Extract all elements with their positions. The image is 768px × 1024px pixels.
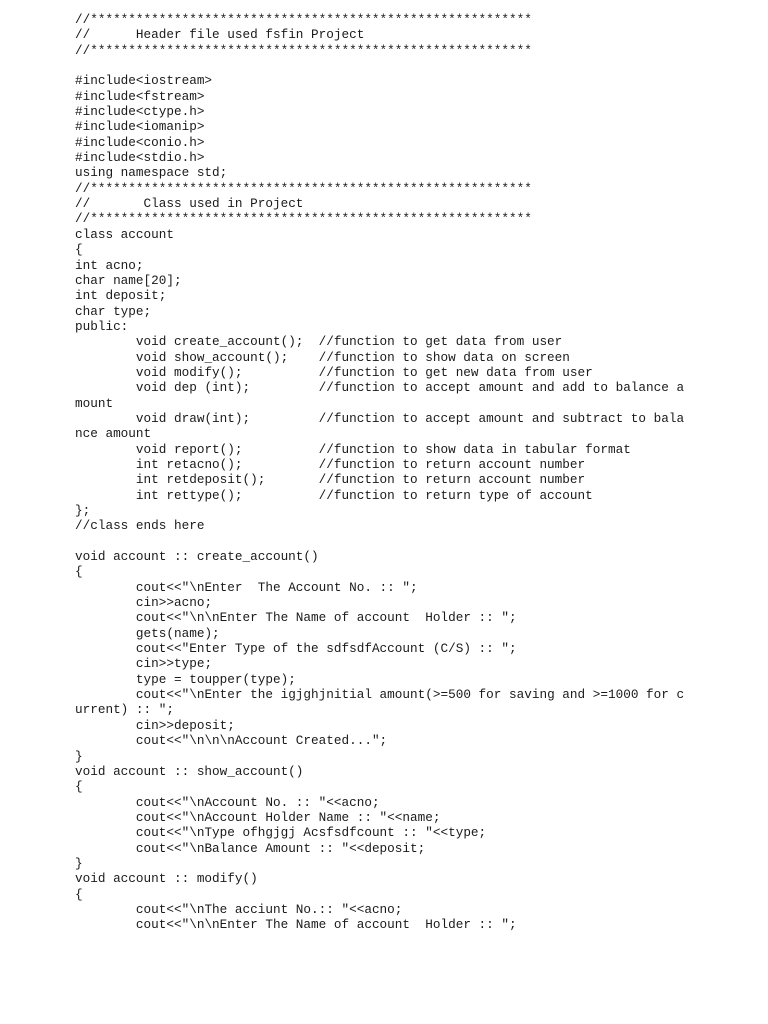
code-line: cout<<"\n\nEnter The Name of account Holder :: "; [75, 610, 517, 626]
code-line: void modify(); //function to get new data from user [75, 364, 593, 380]
source-code-listing [75, 12, 755, 933]
code-line: cout<<"\nEnter the igjghjnitial amount(>=500 for saving and >=1000 for c [75, 687, 685, 703]
code-line: } [75, 748, 83, 764]
code-line: { [75, 564, 83, 580]
code-line: int retacno(); //function to return account number [75, 456, 586, 472]
code-line: void create_account(); //function to get data from user [75, 334, 563, 350]
code-line: cout<<"\nBalance Amount :: "<<deposit; [75, 840, 426, 856]
code-line: cin>>type; [75, 656, 213, 672]
code-line: gets(name); [75, 625, 220, 641]
code-line: cout<<"Enter Type of the sdfsdfAccount (C/S) :: "; [75, 641, 517, 657]
code-line: { [75, 886, 83, 902]
code-line [75, 534, 755, 549]
code-line: void report(); //function to show data in tabular format [75, 441, 631, 457]
code-line: void draw(int); //function to accept amount and subtract to bala [75, 410, 685, 426]
code-line: #include<conio.h> [75, 134, 205, 150]
code-line: void account :: show_account() [75, 763, 304, 779]
code-line: urrent) :: "; [75, 702, 174, 718]
code-line: cout<<"\nAccount No. :: "<<acno; [75, 794, 380, 810]
code-line: cin>>deposit; [75, 717, 235, 733]
code-line: //class ends here [75, 518, 205, 534]
code-line: class account [75, 226, 174, 242]
code-line: void account :: create_account() [75, 549, 319, 565]
code-line: #include<stdio.h> [75, 150, 205, 166]
code-line: cout<<"\nType ofhgjgj Acsfsdfcount :: "<<type; [75, 825, 487, 841]
code-line: #include<fstream> [75, 88, 205, 104]
code-line: #include<iostream> [75, 73, 213, 89]
code-line: char name[20]; [75, 272, 182, 288]
code-line: int retdeposit(); //function to return account number [75, 472, 586, 488]
code-line: cout<<"\n\nEnter The Name of account Holder :: "; [75, 917, 517, 933]
code-line: cout<<"\nAccount Holder Name :: "<<name; [75, 809, 441, 825]
code-line: mount [75, 395, 114, 411]
code-line: int rettype(); //function to return type of account [75, 487, 593, 503]
code-line: nce amount [75, 426, 152, 442]
code-line: cout<<"\n\n\nAccount Created..."; [75, 733, 388, 749]
code-line [75, 58, 755, 73]
code-line: // Class used in Project [75, 196, 304, 212]
code-line: { [75, 242, 83, 258]
code-line: //********************************************************** [75, 42, 532, 58]
code-line: } [75, 855, 83, 871]
code-line: cin>>acno; [75, 595, 213, 611]
code-line: public: [75, 318, 129, 334]
code-line: cout<<"\nThe acciunt No.:: "<<acno; [75, 901, 403, 917]
code-line: #include<iomanip> [75, 119, 205, 135]
code-line: { [75, 779, 83, 795]
code-line: //********************************************************** [75, 180, 532, 196]
code-line: #include<ctype.h> [75, 104, 205, 120]
code-line: char type; [75, 303, 152, 319]
code-line: //********************************************************** [75, 211, 532, 227]
code-line: }; [75, 503, 91, 518]
code-line: int acno; [75, 257, 144, 273]
code-line: type = toupper(type); [75, 671, 296, 687]
code-line: cout<<"\nEnter The Account No. :: "; [75, 579, 418, 595]
code-line: int deposit; [75, 288, 167, 304]
code-line: void show_account(); //function to show data on screen [75, 349, 570, 365]
code-line: void account :: modify() [75, 871, 258, 887]
code-line: void dep (int); //function to accept amount and add to balance a [75, 380, 685, 396]
code-line: //********************************************************** [75, 12, 532, 27]
code-line: using namespace std; [75, 165, 228, 181]
code-line: // Header file used fsfin Project [75, 27, 365, 43]
